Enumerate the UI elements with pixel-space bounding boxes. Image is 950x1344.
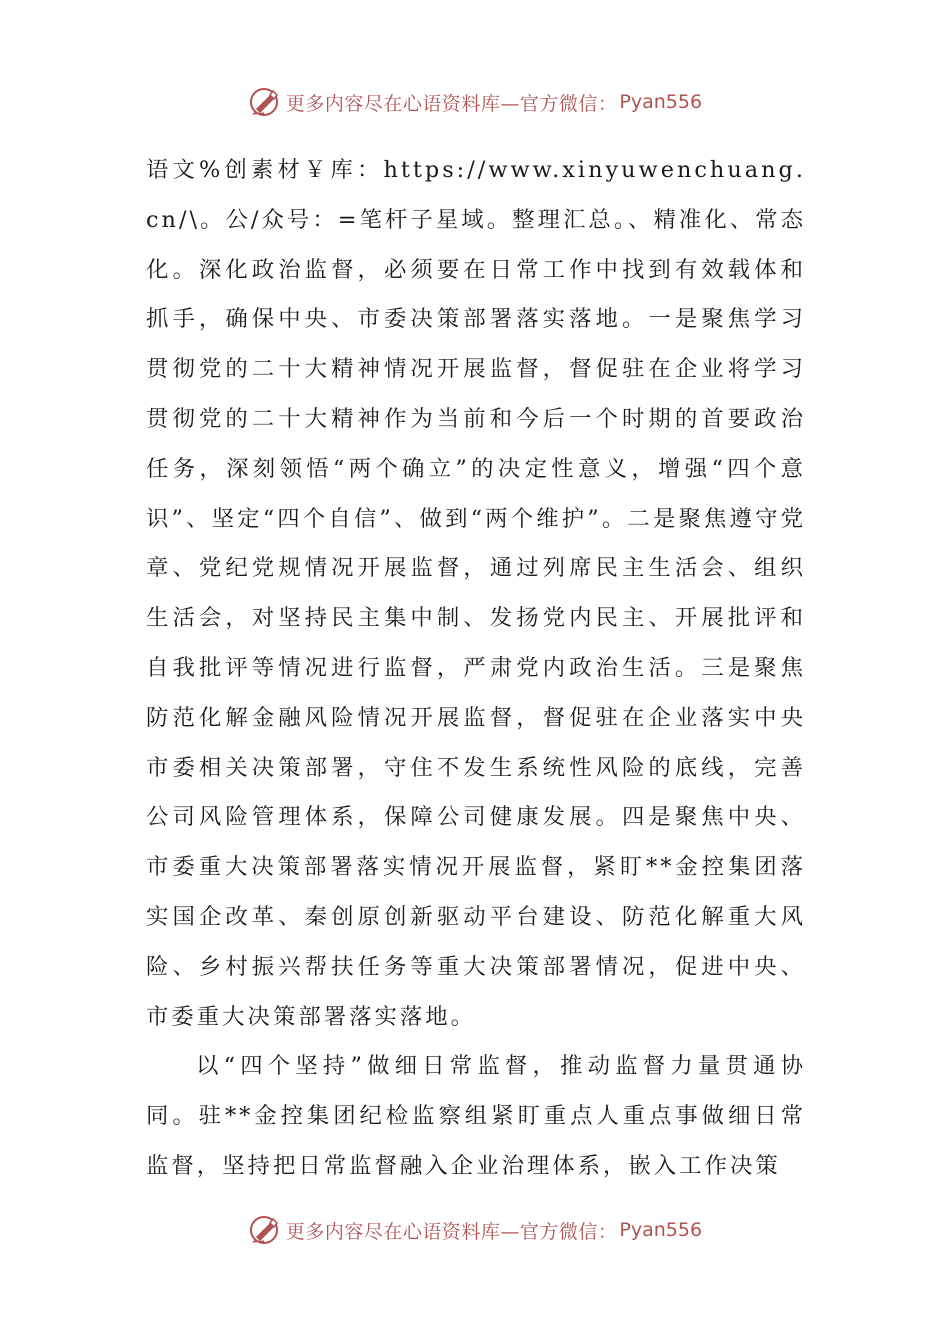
paragraph-1: 语文%创素材￥库：https://www.xinyuwenchuang.cn/\。公/众号：=笔杆子星域。整理汇总。、精准化、常态化。深化政治监督，必须要在日常工作中找到有效载体和抓手，确保中央、市委决策部署落实落地。一是聚焦学习贯彻党的二十大精神情况开展监督，督促驻在企业将学习贯彻党的二十大精神作为当前和今后一个时期的首要政治任务，深刻领悟“两个确立”的决定性意义，增强“四个意识”、坚定“四个自信”、做到“两个维护”。二是聚焦遵守党章、党纪党规情况开展监督，通过列席民主生活会、组织生活会，对坚持民主集中制、发扬党内民主、开展批评和自我批评等情况进行监督，严肃党内政治生活。三是聚焦防范化解金融风险情况开展监督，督促驻在企业落实中央市委相关决策部署，守住不发生系统性风险的底线，完善公司风险管理体系，保障公司健康发展。四是聚焦中央、市委重大决策部署落实情况开展监督，紧盯**金控集团落实国企改革、秦创原创新驱动平台建设、防范化解重大风险、乡村振兴帮扶任务等重大决策部署情况，促进中央、市委重大决策部署落实落地。 [146, 157, 806, 1030]
header-watermark-banner [0, 82, 950, 122]
watermark-group [248, 1213, 702, 1247]
watermark-group [248, 85, 702, 119]
watermark-text: 更多内容尽在心语资料库—官方微信： [285, 92, 618, 115]
footer-watermark-banner [0, 1210, 950, 1250]
document-body [146, 146, 806, 1192]
watermark-contact: Pyan556 [619, 1219, 703, 1241]
watermark-text: 更多内容尽在心语资料库—官方微信： [285, 1220, 618, 1243]
pen-logo-icon [248, 85, 282, 119]
paragraph-2: 以“四个坚持”做细日常监督，推动监督力量贯通协同。驻**金控集团纪检监察组紧盯重点人重点事做细日常监督，坚持把日常监督融入企业治理体系，嵌入工作决策 [146, 1053, 806, 1179]
watermark-contact: Pyan556 [619, 91, 703, 113]
pen-logo-icon [248, 1213, 282, 1247]
